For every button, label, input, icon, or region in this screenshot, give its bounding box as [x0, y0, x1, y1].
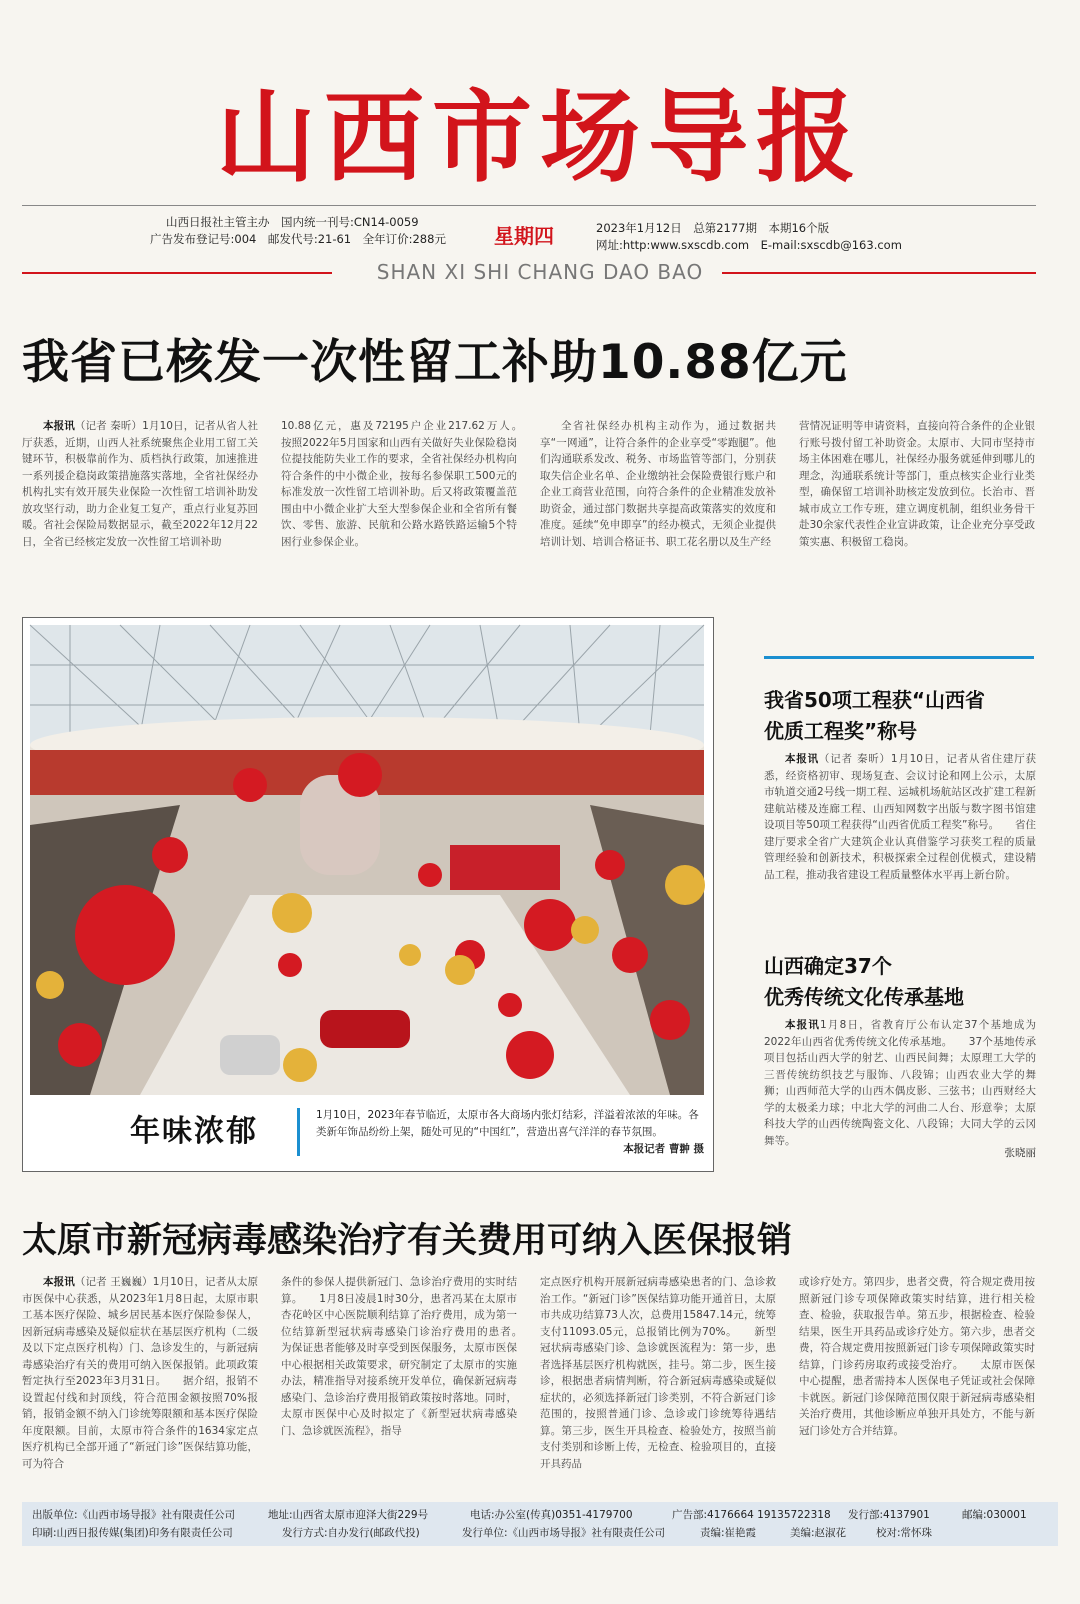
bottom-column-3: 定点医疗机构开展新冠病毒感染患者的门、急诊救治工作。“新冠门诊”医保结算功能开通首日，太原市共成功结算73人次，总费用15847.14元，统筹支付11093.05元，总报销比例为70%。 新型冠状病毒感染门诊、急诊就医流程为：第一步，患者选择基层医疗机构就医，挂号。第二步，医生接诊，根据患者病情判断，符合新冠病毒感染或疑似症状的，必须选择新冠门诊类别，不符合新冠门诊范围的，按照普通门诊、急诊或门诊统筹待遇结算。第三步，医生开具检查、检验处方，按照当前支付类别和诊断上传，无检查、检验项目的，直接开具药品 [540, 1276, 776, 1470]
bottom-col1-text: （记者 王巍巍）1月10日，记者从太原市医保中心获悉，从2023年1月8日起，太原市职工基本医疗保险、城乡居民基本医疗保险参保人，因新冠病毒感染及疑似症状在基层医疗机构（二级及以下定点医疗机构）门、急诊发生的，与新冠病毒感染治疗有关的费用可纳入医保报销。此项政策暂定执行至2023年3月31日。 据介绍，报销不设置起付线和封顶线，符合范围金额按照70%报销，报销金额不纳入门诊统筹限额和基本医疗保险年度限额。目前，太原市符合条件的1634家定点医疗机构已全部开通了“新冠门诊”医保结算功能，可为符合 [22, 1276, 259, 1470]
bottom-column-1 [22, 1274, 258, 1486]
lead-column-2: 10.88亿元，惠及72195户企业217.62万人。 按照2022年5月国家和山西有关做好失业保险稳岗位提技能防失业工作的要求，全省社保经办机构向符合条件的中小微企业，按每名参保职工500元的标准发放一次性留工培训补助。后又将政策覆盖范围由中小微企业扩大至大型参保企业和全省所有餐饮、零售、旅游、民航和公路水路铁路运输5个特困行业参保企业。 [281, 420, 538, 548]
mall-photo [30, 625, 704, 1093]
caption-accent-bar [297, 1108, 300, 1156]
lead-column-1 [22, 418, 258, 578]
footer-distribution-dept: 发行部:4137901 [848, 1509, 930, 1521]
lead-headline: 我省已核发一次性留工补助10.88亿元 [22, 335, 848, 390]
side-story-2-headline-line1: 山西确定37个 [764, 954, 892, 978]
side-story-1-headline [764, 685, 1044, 747]
side-story-1-headline-line1: 我省50项工程获“山西省 [764, 688, 985, 712]
side-story-1-headline-line2: 优质工程奖”称号 [764, 719, 918, 743]
masthead-pinyin: SHAN XI SHI CHANG DAO BAO [376, 260, 704, 284]
lead-col1-text: （记者 秦昕）1月10日，记者从省人社厅获悉，近期，山西人社系统聚焦企业用工留工关键环节，积极靠前作为、质档执行政策，加速推进一系列援企稳岗政策措施落实落地，全省社保经办机构扎实有效开展失业保险一次性留工培训补助发放攻坚行动，助力企业复工复产，重点行业复苏回暖。省社会保险局数据显示，截至2022年12月22日，全省已经核定发放一次性留工培训补助 [22, 420, 259, 548]
sidebar-accent-rule [764, 656, 1034, 659]
footer-proofreader: 校对:常怀珠 [876, 1527, 933, 1539]
side-story-2-author: 张晓丽 [1004, 1147, 1036, 1159]
side-story-2-headline [764, 951, 1044, 1013]
masthead-meta-left-1: 山西日报社主管主办 国内统一刊号:CN14-0059 [166, 215, 419, 229]
bottom-column-2: 条件的参保人提供新冠门、急诊治疗费用的实时结算。 1月8日凌晨1时30分，患者冯某在太原市杏花岭区中心医院顺利结算了治疗费用，成为第一位结算新型冠状病毒感染门诊治疗费用的患者。 为保证患者能够及时享受到医保服务，太原市医保中心根据相关政策要求，研究制定了太原市的实施办法，精准指导对接系统开发单位，确保新冠病毒感染门、急诊治疗费用报销政策按时落地。同时，太原市医保中心及时拟定了《新型冠状病毒感染门、急诊就医流程》，指导 [281, 1276, 538, 1437]
photo-caption-title: 年味浓郁 [130, 1114, 258, 1149]
side-story-1-dateline: 本报讯 [785, 753, 819, 765]
footer-distributor: 发行单位:《山西市场导报》社有限责任公司 [462, 1527, 666, 1539]
masthead-meta-right-1: 2023年1月12日 总第2177期 本期16个版 [596, 221, 830, 235]
side-story-1-text: （记者 秦昕）1月10日，记者从省住建厅获悉，经资格初审、现场复查、会议讨论和网上公示，太原市轨道交通2号线一期工程、运城机场航站区改扩建工程新建航站楼及连廊工程、山西知网数字出版与数字图书馆建设项目等50项工程获得“山西省优质工程奖”称号。 省住建厅要求全省广大建筑企业认真借鉴学习获奖工程的质量管理经验和创新技术，积极探索全过程创优模式，建设精品工程，推动我省建设工程质量整体水平再上新台阶。 [764, 753, 1036, 881]
masthead-weekday: 星期四 [494, 224, 554, 248]
masthead-top-rule [22, 205, 1036, 206]
footer-editor: 责编:崔艳霞 [700, 1527, 757, 1539]
masthead-rule-right [722, 272, 1036, 274]
side-story-2-body [764, 1017, 1036, 1149]
lead-column-3: 全省社保经办机构主动作为，通过数据共享“一网通”，让符合条件的企业享受“零跑腿”。他们沟通联系发改、税务、市场监管等部门，分别获取失信企业名单、企业缴纳社会保险费银行账户和企业工商营业范围，向符合条件的企业精准发放补助资金，通过部门数据共享提高政策落实的效度和准度。延续“免申即享”的经办模式，无须企业提供培训计划、培训合格证书、职工花名册以及生产经 [540, 420, 776, 548]
bottom-headline: 太原市新冠病毒感染治疗有关费用可纳入医保报销 [22, 1221, 793, 1261]
footer-phone: 电话:办公室(传真)0351-4179700 [470, 1509, 633, 1521]
bottom-dateline: 本报讯 [43, 1276, 75, 1288]
side-story-2-headline-line2: 优秀传统文化传承基地 [764, 985, 964, 1009]
side-story-2-dateline: 本报讯 [785, 1019, 821, 1031]
masthead-meta-right-2: 网址:http:www.sxscdb.com E-mail:sxscdb@163.com [596, 238, 902, 252]
footer-designer: 美编:赵淑花 [790, 1527, 847, 1539]
footer-address: 地址:山西省太原市迎泽大街229号 [268, 1509, 429, 1521]
side-story-1-body [764, 751, 1036, 911]
lead-dateline: 本报讯 [43, 420, 75, 432]
mall-atrium-illustration [30, 625, 704, 1093]
footer-ad-dept: 广告部:4176664 19135722318 [672, 1509, 831, 1521]
masthead-meta-left-2: 广告发布登记号:004 邮发代号:21-61 全年订价:288元 [150, 232, 446, 246]
side-story-2-text: 1月8日，省教育厅公布认定37个基地成为2022年山西省优秀传统文化传承基地。 37个基地传承项目包括山西大学的射艺、山西民间舞；太原理工大学的三晋传统纺织技艺与服饰、八段锦；山西农业大学的舞狮；山西师范大学的山西木偶皮影、三弦书；山西财经大学的太极柔力球；中北大学的河曲二人台、形意拳；太原科技大学的山西传统陶瓷文化、八段锦；大同大学的云冈舞等。 [764, 1019, 1036, 1147]
lead-column-4: 营情况证明等申请资料，直接向符合条件的企业银行账号拨付留工补助资金。太原市、大同市坚持市场主体困难在哪儿，社保经办服务就延伸到哪儿的理念，沟通联系统计等部门，重点核实企业行业类型，确保留工培训补助核定发放到位。长治市、晋城市成立工作专班，建立调度机制，组织业务骨干赴30余家代表性企业宣讲政策，让企业充分享受政策实惠、积极留工稳岗。 [799, 420, 1035, 548]
bottom-column-4: 或诊疗处方。第四步，患者交费，符合规定费用按照新冠门诊专项保障政策实时结算，进行相关检查、检验，获取报告单。第五步，根据检查、检验结果，医生开具药品或诊疗处方。第六步，患者交费，符合规定费用按照新冠门诊专项保障政策实时结算，门诊药房取药或接受治疗。 太原市医保中心提醒，患者需持本人医保电子凭证或社会保障卡就医。新冠门诊保障范围仅限于新冠病毒感染相关治疗费用，其他诊断应单独开具处方，不能与新冠门诊处方合并结算。 [799, 1276, 1035, 1437]
photo-caption: 1月10日，2023年春节临近，太原市各大商场内张灯结彩，洋溢着浓浓的年味。各类新年饰品纷纷上架，随处可见的“中国红”，营造出喜气洋洋的春节氛围。 [316, 1109, 699, 1138]
masthead-title: 山西市场导报 [216, 78, 864, 196]
footer-publisher: 出版单位:《山西市场导报》社有限责任公司 [32, 1509, 236, 1521]
footer-printer: 印刷:山西日报传媒(集团)印务有限责任公司 [32, 1527, 233, 1539]
photo-credit: 本报记者 曹翀 摄 [623, 1143, 704, 1155]
footer-postcode: 邮编:030001 [962, 1509, 1027, 1521]
footer-distribution-method: 发行方式:自办发行(邮政代投) [282, 1527, 420, 1539]
